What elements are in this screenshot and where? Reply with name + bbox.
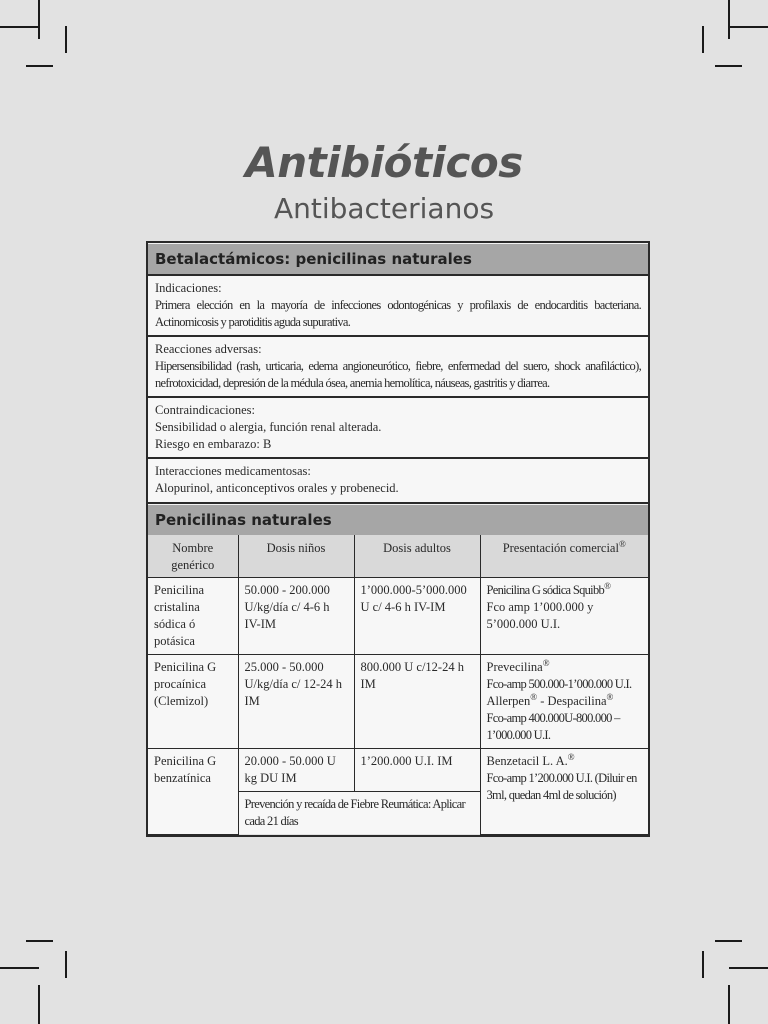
- contraindicaciones-text: Sensibilidad o alergia, función renal alterada.: [155, 420, 382, 434]
- reacciones-section: [148, 337, 648, 398]
- crop-mark: [729, 26, 768, 28]
- crop-mark: [728, 985, 730, 1024]
- crop-mark: [702, 951, 704, 978]
- column-header: Nombre genérico: [148, 535, 238, 578]
- reacciones-text: Hipersensibilidad (rash, urticaria, edema angioneurótico, fiebre, enfermedad del suero, shock anafiláctico), nefrotoxicidad, depresión de la médula ósea, anemia hemolítica, náuseas, gastritis y diarrea.: [155, 359, 641, 390]
- crop-mark: [729, 967, 768, 969]
- dose-note-cell: Prevención y recaída de Fiebre Reumática: Aplicar cada 21 días: [238, 792, 480, 835]
- crop-mark: [38, 0, 40, 39]
- child-dose-cell: 20.000 - 50.000 U kg DU IM: [238, 749, 354, 792]
- interacciones-text: Alopurinol, anticonceptivos orales y probenecid.: [155, 481, 399, 495]
- crop-mark: [26, 65, 53, 67]
- table-row: [148, 749, 648, 792]
- contraindicaciones-label: Contraindicaciones:: [155, 403, 255, 417]
- presentation-detail: Fco-amp 500.000-1’000.000 U.I.: [486, 677, 632, 691]
- presentation-cell: [480, 578, 648, 655]
- table-row: [148, 578, 648, 655]
- brand-name: Benzetacil L. A.: [486, 754, 568, 768]
- brand-name: Despacilina: [547, 694, 607, 708]
- crop-mark: [38, 985, 40, 1024]
- table-header-row: [148, 535, 648, 578]
- adult-dose-cell: 1’000.000-5’000.000 U c/ 4-6 h IV-IM: [354, 578, 480, 655]
- reacciones-label: Reacciones adversas:: [155, 342, 262, 356]
- column-header: Dosis niños: [238, 535, 354, 578]
- presentation-detail: Fco-amp 1’200.000 U.I. (Diluir en 3ml, quedan 4ml de solución): [486, 771, 637, 802]
- crop-mark: [0, 26, 39, 28]
- crop-mark: [728, 0, 730, 39]
- child-dose-cell: 50.000 - 200.000 U/kg/día c/ 4-6 h IV-IM: [238, 578, 354, 655]
- indicaciones-text: Primera elección en la mayoría de infecciones odontogénicas y profilaxis de endocarditis bacteriana. Actinomicosis y parotiditis aguda supurativa.: [155, 298, 641, 329]
- page-subtitle: Antibacterianos: [273, 192, 495, 225]
- crop-mark: [715, 940, 742, 942]
- crop-mark: [702, 26, 704, 53]
- interacciones-label: Interacciones medicamentosas:: [155, 464, 311, 478]
- registered-mark: ®: [567, 751, 575, 762]
- crop-mark: [0, 967, 39, 969]
- drug-name-cell: Penicilina G benzatínica: [148, 749, 238, 835]
- section-heading-penicilinas: Penicilinas naturales: [148, 504, 648, 535]
- presentation-cell: [480, 749, 648, 835]
- section-heading-betalactamicos: Betalactámicos: penicilinas naturales: [148, 243, 648, 276]
- registered-mark: ®: [618, 538, 626, 549]
- indicaciones-label: Indicaciones:: [155, 281, 222, 295]
- adult-dose-cell: 1’200.000 U.I. IM: [354, 749, 480, 792]
- crop-mark: [715, 65, 742, 67]
- registered-mark: ®: [606, 691, 614, 702]
- registered-mark: ®: [604, 580, 611, 591]
- crop-mark: [65, 26, 67, 53]
- contraindicaciones-section: [148, 398, 648, 459]
- adult-dose-cell: 800.000 U c/12-24 h IM: [354, 655, 480, 749]
- presentation-detail: Fco amp 1’000.000 y 5’000.000 U.I.: [486, 600, 594, 631]
- column-header: [480, 535, 648, 578]
- child-dose-cell: 25.000 - 50.000 U/kg/día c/ 12-24 h IM: [238, 655, 354, 749]
- riesgo-embarazo-text: Riesgo en embarazo: B: [155, 437, 272, 451]
- crop-mark: [65, 951, 67, 978]
- column-header-label: Presentación comercial: [502, 541, 619, 555]
- brand-name: Allerpen: [486, 694, 531, 708]
- column-header: Dosis adultos: [354, 535, 480, 578]
- presentation-cell: [480, 655, 648, 749]
- brand-name: Penicilina G sódica Squibb: [486, 583, 605, 597]
- registered-mark: ®: [530, 691, 538, 702]
- page-title: Antibióticos: [245, 138, 523, 187]
- table-row: [148, 655, 648, 749]
- presentation-detail: Fco-amp 400.000U-800.000 – 1’000.000 U.I.: [486, 711, 620, 742]
- penicilinas-table: [148, 535, 648, 835]
- indicaciones-section: [148, 276, 648, 337]
- brand-name: Prevecilina: [486, 660, 543, 674]
- crop-mark: [26, 940, 53, 942]
- drug-name-cell: Penicilina cristalina sódica ó potásica: [148, 578, 238, 655]
- brand-separator: -: [537, 694, 548, 708]
- registered-mark: ®: [542, 657, 550, 668]
- interacciones-section: [148, 459, 648, 504]
- drug-name-cell: Penicilina G procaínica (Clemizol): [148, 655, 238, 749]
- drug-info-panel: [146, 241, 650, 837]
